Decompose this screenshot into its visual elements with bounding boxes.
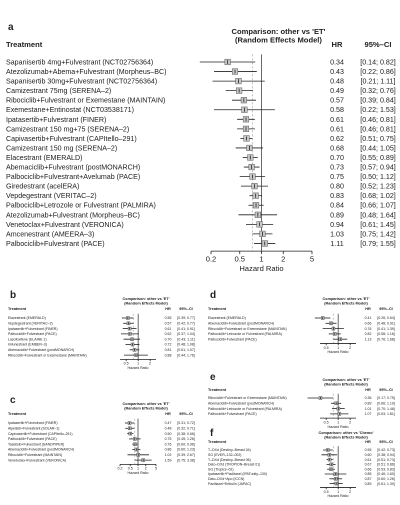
treatment-label: Abemaciclib+Fulvestrant (postMONARCH): [6, 163, 141, 172]
treatment-label: Alpelisib+Fulvestrant (SOLAR–1): [8, 426, 60, 431]
hr-value: 0.49: [330, 87, 344, 96]
panel-label: e: [210, 372, 216, 383]
ci-value: [0.51; 0.73]: [377, 457, 395, 462]
treatment-label: Dato–DXd (TROPION–Breast 01): [208, 462, 261, 467]
ci-value: [0.32; 0.76]: [360, 87, 396, 96]
chart-title: Comparison: other vs 'ET' (Random Effects Model): [322, 297, 370, 306]
hr-value: 0.88: [164, 353, 172, 358]
ci-value: [0.38; 0.94]: [377, 453, 395, 458]
treatment-label: SG (EVER–132–002): [208, 453, 242, 458]
treatment-label: Elacestrant (EMERALD): [208, 316, 246, 321]
panel-label: b: [10, 290, 17, 301]
ci-value: [0.55; 0.89]: [360, 153, 396, 162]
treatment-label: Palbociclib+Letrozole or Fulvestrant (PALMIRA): [208, 332, 282, 337]
ci-value: [0.61; 1.30]: [377, 481, 395, 486]
column-header-treatment: Treatment: [8, 412, 27, 416]
panel-d: [200, 290, 400, 372]
hr-value: 0.62: [164, 332, 172, 337]
hr-value: 0.61: [330, 125, 344, 134]
hr-value: 0.72: [164, 342, 172, 347]
ci-value: [0.43; 1.11]: [177, 337, 195, 342]
hr-value: 0.85: [364, 472, 372, 477]
x-tick-label: 0.5: [323, 489, 329, 494]
x-tick-label: 0.2: [205, 254, 217, 264]
hr-value: 1.01: [364, 406, 372, 411]
ci-value: [0.39; 0.84]: [360, 96, 396, 105]
hr-value: 0.75: [164, 437, 172, 442]
hr-value: 0.43: [330, 68, 344, 77]
x-tick-label: 0.5: [127, 466, 133, 471]
x-tick-label: 1: [137, 361, 140, 366]
treatment-label: Atezolizumab+Abema+Fulvestrant (Morpheus–BC): [6, 68, 167, 77]
treatment-label: Vepdegestrant (VERITAC–2): [6, 192, 97, 201]
treatment-label: SG (Tropics–02): [208, 467, 234, 472]
column-header-treatment: Treatment: [208, 307, 227, 311]
treatment-label: Amcenestrant (AMEERA–3): [6, 230, 95, 239]
ci-value: [0.68; 1.02]: [360, 192, 396, 201]
hr-value: 0.81: [164, 348, 172, 353]
ci-value: [0.60; 0.96]: [177, 442, 195, 447]
hr-value: 0.62: [330, 134, 344, 143]
chart-title: Comparison: other vs 'Chemo' (Random Effects Model): [318, 431, 374, 440]
hr-value: 0.70: [330, 153, 344, 162]
hr-value: 0.47: [164, 421, 172, 426]
x-axis-label: Hazard Ratio: [239, 263, 284, 273]
hr-value: 0.57: [164, 321, 172, 326]
x-tick-label: 0.5: [234, 254, 246, 264]
x-tick-label: 1: [259, 254, 264, 264]
x-tick-label: 5: [309, 254, 315, 264]
hr-value: 0.57: [330, 96, 344, 105]
ci-value: [0.46; 0.81]: [360, 125, 396, 134]
x-tick-label: 1: [137, 466, 139, 471]
ci-value: [0.66; 1.19]: [377, 401, 395, 406]
panel-label: c: [10, 395, 16, 406]
treatment-label: Venetoclax+Fulvestrant (VERONICA): [8, 458, 67, 463]
ci-value: [0.52; 1.23]: [360, 182, 396, 191]
treatment-label: Ribociclib+Fulvestrant (MAINTAIN): [8, 453, 63, 458]
treatment-label: Ribociclib+Fulvestrant or Exemestane (MAINTAIN): [208, 396, 287, 401]
column-header-hr: HR: [365, 388, 371, 392]
x-tick-label: 2: [149, 361, 152, 366]
ci-value: [0.39; 2.67]: [177, 453, 195, 458]
treatment-label: T–DXd (Destiny–Breast 04): [208, 448, 251, 453]
treatment-label: Abemaciclib+Fulvestrant (postMONARCH): [208, 321, 275, 326]
ci-value: [0.17; 0.75]: [377, 396, 395, 401]
treatment-label: Elacestrant (EMERALD): [6, 153, 83, 162]
hr-value: 0.55: [164, 316, 172, 321]
treatment-label: Imlunestrant (EMBER–3): [8, 342, 47, 347]
hr-value: 0.66: [364, 467, 372, 472]
chart-title: Comparison: other vs 'ET' (Random Effects Model): [122, 297, 170, 306]
panel-e: [200, 372, 400, 428]
treatment-label: Palbociclib+Letrozole or Fulvestrant (PALMIRA): [208, 406, 282, 411]
treatment-label: Elacestrant (EMERALD): [8, 316, 46, 321]
hr-value: 0.58: [330, 106, 344, 115]
treatment-label: Sapanisertib 4mg+Fulvestrant (NCT02756364): [6, 58, 154, 67]
ci-value: [0.38; 0.66]: [177, 431, 195, 436]
treatment-label: Abemaciclib+Fulvestrant (postMONARCH): [8, 348, 75, 353]
chart-title: Comparison: other vs 'ET' (Random Effects Model): [231, 27, 326, 45]
hr-value: 1.13: [364, 337, 372, 342]
panel-label: f: [210, 428, 214, 439]
treatment-label: Vepdegestrant (VERITAC–2): [8, 321, 53, 326]
x-tick-label: 1: [337, 345, 340, 350]
treatment-label: Lasofoxifene (ELAINE 1): [8, 337, 47, 342]
x-tick-label: 2: [349, 489, 352, 494]
treatment-label: Ribociclib+Fulvestrant or Exemestane (MAINTAIN): [6, 96, 166, 105]
treatment-label: Palbociclib+Fulvestrant (PACE): [8, 332, 57, 337]
treatment-label: Paclitaxel+Eribulin (JAPAC): [208, 481, 252, 486]
treatment-label: Camizestrant 150 mg+75 (SERENA–2): [6, 125, 130, 134]
treatment-label: Taselisib+Fulvestrant (SANDPIPER): [8, 442, 65, 447]
column-header-ci: 95%–CI: [364, 40, 392, 49]
hr-value: 0.67: [364, 462, 372, 467]
panel-c: [0, 395, 200, 498]
treatment-label: Giredestrant (acelERA): [6, 182, 80, 191]
x-tick-label: 0.5: [123, 361, 129, 366]
hr-value: 0.84: [330, 201, 344, 210]
ci-value: [0.41; 1.39]: [377, 326, 395, 331]
x-tick-label: 1: [337, 489, 340, 494]
ci-value: [0.51; 0.75]: [360, 134, 396, 143]
x-axis-label: Hazard Ratio: [127, 366, 149, 371]
ci-value: [0.60; 1.26]: [377, 477, 395, 482]
treatment-label: Ipatasertib+Fulvestrant (FINER): [6, 115, 107, 124]
hr-value: 1.11: [330, 239, 344, 248]
ci-value: [0.42; 0.73]: [377, 448, 395, 453]
column-header-hr: HR: [365, 307, 371, 311]
hr-value: 0.83: [330, 192, 344, 201]
column-header-hr: HR: [331, 40, 343, 49]
ci-value: [0.61; 1.07]: [177, 348, 195, 353]
treatment-label: Palbociclib+Fulvestrant (PACE): [208, 337, 257, 342]
hr-value: 1.59: [164, 458, 172, 463]
ci-value: [0.22; 0.86]: [360, 68, 396, 77]
treatment-label: Capivasertib+Fulvestrant (CAPItello–291): [8, 431, 73, 436]
treatment-label: Camizestrant 150 mg (SERENA–2): [6, 144, 118, 153]
ci-value: [0.42; 0.77]: [177, 321, 195, 326]
treatment-label: Ipatasertib+Fulvestrant (FINER): [8, 421, 58, 426]
x-tick-label: 2: [349, 420, 352, 425]
hr-value: 0.48: [330, 77, 344, 86]
treatment-label: Venetoclax+Fulvestrant (VERONICA): [6, 220, 124, 229]
treatment-label: Palbociclib+Fulvestrant (PACE): [208, 412, 257, 417]
forest-plot-d: [200, 290, 400, 372]
x-tick-label: 5: [155, 466, 157, 471]
x-tick-label: 0.5: [323, 420, 329, 425]
ci-value: [0.60; 1.23]: [177, 447, 195, 452]
hr-value: 0.86: [164, 447, 172, 452]
forest-plot-e: [200, 372, 400, 428]
forest-plot-b: [0, 290, 200, 390]
x-tick-label: 0.5: [323, 345, 329, 350]
treatment-label: Abemaciclib+Fulvestrant (postMONARCH): [8, 447, 75, 452]
ci-value: [0.41; 0.91]: [177, 326, 195, 331]
x-tick-label: 2: [349, 345, 352, 350]
ci-value: [0.75; 1.42]: [360, 230, 396, 239]
x-tick-label: 2: [144, 466, 147, 471]
hr-value: 1.07: [364, 412, 372, 417]
column-header-hr: HR: [165, 307, 171, 311]
ci-value: [0.63; 1.81]: [377, 412, 395, 417]
treatment-label: Ribociclib+Fulvestrant or Exemestane (MAINTAIN): [208, 326, 287, 331]
forest-plot-c: [0, 395, 200, 498]
treatment-label: Ipatasertib+Fulvestrant (FINER): [8, 326, 58, 331]
hr-value: 0.68: [330, 144, 344, 153]
hr-value: 0.70: [164, 337, 172, 342]
ci-value: [0.39; 0.77]: [177, 316, 195, 321]
ci-value: [0.21; 1.11]: [360, 77, 396, 86]
panel-f: [200, 428, 400, 500]
x-axis-label: Hazard Ratio: [327, 494, 349, 499]
ci-value: [0.48; 1.08]: [177, 342, 195, 347]
x-tick-label: 2: [281, 254, 286, 264]
treatment-label: Capivasertib+Fulvestrant (CAPItello–291): [6, 134, 137, 143]
hr-value: 0.76: [364, 326, 372, 331]
column-header-ci: 95%–CI: [379, 307, 393, 311]
treatment-label: Abemaciclib+Fulvestrant (postMONARCH): [208, 401, 275, 406]
hr-value: 1.02: [164, 453, 172, 458]
ci-value: [0.79; 1.55]: [360, 239, 396, 248]
column-header-ci: 95%–CI: [179, 307, 193, 311]
ci-value: [0.53; 0.83]: [377, 467, 395, 472]
hr-value: 0.61: [330, 115, 344, 124]
column-header-ci: 95%–CI: [379, 440, 393, 444]
treatment-label: Palbociclib+Fulvestrant+Avelumab (PACE): [6, 173, 141, 182]
column-header-hr: HR: [165, 412, 171, 416]
treatment-label: Ribociclib+Fulvestrant or Exemestane (MAINTAIN): [8, 353, 87, 358]
hr-value: 0.55: [364, 448, 372, 453]
hr-value: 0.82: [364, 332, 372, 337]
ci-value: [0.58; 1.16]: [377, 332, 395, 337]
hr-value: 0.80: [330, 182, 344, 191]
ci-value: [0.14; 0.82]: [360, 58, 396, 67]
ci-value: [0.76; 1.68]: [377, 337, 395, 342]
ci-value: [0.32; 0.71]: [177, 426, 195, 431]
panel-label: a: [8, 22, 14, 33]
hr-value: 0.89: [364, 481, 372, 486]
column-header-treatment: Treatment: [208, 388, 227, 392]
ci-value: [0.70; 1.46]: [377, 406, 395, 411]
hr-value: 0.89: [364, 401, 372, 406]
ci-value: [0.46; 0.81]: [360, 115, 396, 124]
hr-value: 0.41: [364, 316, 372, 321]
column-header-treatment: Treatment: [208, 440, 227, 444]
ci-value: [0.75; 3.38]: [177, 458, 195, 463]
hr-value: 0.76: [164, 442, 172, 447]
x-tick-label: 1: [337, 420, 340, 425]
treatment-label: Camizestrant 75mg (SERENA–2): [6, 87, 112, 96]
forest-plot-f: [200, 428, 400, 500]
treatment-label: Sapanisertib 30mg+Fulvestrant (NCT02756364): [6, 77, 158, 86]
column-header-ci: 95%–CI: [379, 388, 393, 392]
ci-value: [0.45; 1.26]: [177, 437, 195, 442]
x-axis-label: Hazard Ratio: [327, 350, 349, 355]
treatment-label: Palbociclib+Letrozole or Fulvestrant (PALMIRA): [6, 201, 156, 210]
hr-value: 0.34: [330, 58, 344, 67]
treatment-label: T–DXd (Destiny–Breast 06): [208, 457, 251, 462]
hr-value: 0.61: [364, 457, 372, 462]
hr-value: 0.73: [330, 163, 344, 172]
column-header-treatment: Treatment: [8, 307, 27, 311]
hr-value: 0.89: [330, 211, 344, 220]
treatment-label: Ipatasertib+Paclitaxel (IPATunity–130): [208, 472, 267, 477]
treatment-label: Dato–DXd+Apo (ICCN): [208, 477, 245, 482]
hr-value: 0.66: [364, 321, 372, 326]
x-axis-label: Hazard Ratio: [327, 424, 349, 428]
ci-value: [0.61; 1.45]: [360, 220, 396, 229]
ci-value: [0.46; 1.60]: [377, 472, 395, 477]
ci-value: [0.22; 1.53]: [360, 106, 396, 115]
hr-value: 0.50: [164, 431, 172, 436]
x-axis-label: Hazard Ratio: [127, 471, 149, 476]
hr-value: 0.94: [330, 220, 344, 229]
column-header-treatment: Treatment: [6, 40, 43, 49]
hr-value: 0.75: [330, 173, 344, 182]
chart-title: Comparison: other vs 'ET' (Random Effects Model): [322, 378, 370, 387]
hr-value: 1.03: [330, 230, 344, 239]
treatment-label: Atezolizumab+Fulvestrant (Morpheus–BC): [6, 211, 140, 220]
ci-value: [0.44; 1.05]: [360, 144, 396, 153]
ci-value: [0.51; 0.86]: [377, 462, 395, 467]
ci-value: [0.48; 1.64]: [360, 211, 396, 220]
ci-value: [0.48; 0.91]: [377, 321, 395, 326]
hr-value: 0.60: [364, 453, 372, 458]
ci-value: [0.57; 0.94]: [360, 163, 396, 172]
treatment-label: Palbociclib+Fulvestrant (PACE): [8, 437, 57, 442]
ci-value: [0.50; 1.12]: [360, 173, 396, 182]
column-header-hr: HR: [365, 440, 371, 444]
hr-value: 0.48: [164, 426, 172, 431]
ci-value: [0.44; 1.76]: [177, 353, 195, 358]
hr-value: 0.36: [364, 396, 372, 401]
panel-b: [0, 290, 200, 390]
ci-value: [0.26; 0.64]: [377, 316, 395, 321]
panel-label: d: [210, 290, 217, 301]
ci-value: [0.37; 1.04]: [177, 332, 195, 337]
chart-title: Comparison: other vs 'ET' (Random Effects Model): [122, 402, 170, 411]
treatment-label: Exemestane+Entinostat (NCT03538171): [6, 106, 134, 115]
ci-value: [0.31; 0.72]: [177, 421, 195, 426]
ci-value: [0.66; 1.07]: [360, 201, 396, 210]
treatment-label: Palbociclib+Fulvestrant (PACE): [6, 239, 105, 248]
column-header-ci: 95%–CI: [179, 412, 193, 416]
hr-value: 0.61: [164, 326, 172, 331]
x-tick-label: 0.2: [117, 466, 123, 471]
hr-value: 0.87: [364, 477, 372, 482]
